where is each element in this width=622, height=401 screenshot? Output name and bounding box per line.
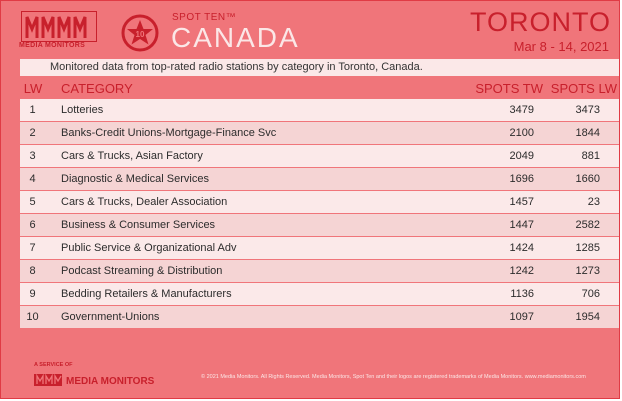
row-spots-tw: 1457	[509, 196, 534, 208]
row-lw: 6	[29, 219, 36, 231]
country-title: CANADA	[171, 22, 300, 53]
row-lw: 9	[29, 288, 36, 300]
header-spots-lw: SPOTS LW	[550, 81, 617, 96]
row-spots-tw: 1696	[509, 173, 534, 185]
row-spots-lw: 1660	[575, 173, 600, 185]
row-spots-lw: 881	[581, 150, 600, 162]
table-row	[20, 191, 620, 213]
row-lw: 3	[29, 150, 36, 162]
row-category: Podcast Streaming & Distribution	[61, 265, 223, 277]
row-lw: 10	[26, 311, 39, 323]
row-spots-tw: 1242	[509, 265, 534, 277]
row-category: Cars & Trucks, Dealer Association	[61, 196, 228, 208]
table-row	[20, 306, 620, 328]
row-spots-lw: 706	[581, 288, 600, 300]
row-spots-lw: 3473	[575, 104, 600, 116]
row-spots-tw: 1097	[509, 311, 534, 323]
star-badge-icon	[121, 14, 159, 52]
table-row	[20, 214, 620, 236]
row-category: Bedding Retailers & Manufacturers	[61, 288, 232, 300]
row-spots-tw: 3479	[509, 104, 534, 116]
row-lw: 1	[29, 104, 36, 116]
row-spots-lw: 1844	[575, 127, 600, 139]
row-spots-tw: 2100	[509, 127, 534, 139]
copyright: © 2021 Media Monitors. All Rights Reserved. Media Monitors, Spot Ten and their logos are registered trademarks of Media Monitors. www.mediamonitors.com	[201, 374, 586, 380]
row-lw: 8	[29, 265, 36, 277]
header-lw: LW	[23, 81, 43, 96]
table-row	[20, 168, 620, 190]
row-lw: 4	[29, 173, 36, 185]
spot-ten-label: SPOT TEN™	[172, 12, 237, 23]
city-title: TORONTO	[469, 7, 611, 37]
row-spots-lw: 1285	[575, 242, 600, 254]
row-lw: 7	[29, 242, 36, 254]
row-lw: 5	[29, 196, 36, 208]
header-spots-tw: SPOTS TW	[475, 81, 543, 96]
row-spots-tw: 1424	[509, 242, 534, 254]
row-category: Government-Unions	[61, 311, 160, 323]
row-category: Public Service & Organizational Adv	[61, 242, 237, 254]
table-row	[20, 99, 620, 121]
table-row	[20, 237, 620, 259]
logo-text: MEDIA MONITORS	[19, 42, 86, 49]
row-category: Diagnostic & Medical Services	[61, 173, 209, 185]
row-category: Lotteries	[61, 104, 104, 116]
row-spots-lw: 1273	[575, 265, 600, 277]
table-row	[20, 122, 620, 144]
table-row	[20, 283, 620, 305]
date-range: Mar 8 - 14, 2021	[513, 39, 609, 54]
row-spots-lw: 23	[587, 196, 600, 208]
row-spots-tw: 2049	[509, 150, 534, 162]
row-category: Business & Consumer Services	[61, 219, 216, 231]
table-row	[20, 260, 620, 282]
row-spots-lw: 1954	[575, 311, 600, 323]
header-category: CATEGORY	[61, 81, 133, 96]
table-row	[20, 145, 620, 167]
row-spots-tw: 1136	[510, 288, 534, 300]
row-category: Banks-Credit Unions-Mortgage-Finance Svc	[61, 127, 277, 139]
footer-logo	[34, 373, 164, 387]
badge-number: 10	[135, 30, 145, 39]
row-spots-lw: 2582	[575, 219, 600, 231]
footer-logo-text: MEDIA MONITORS	[66, 376, 155, 387]
service-of-label: A SERVICE OF	[34, 362, 73, 368]
subtitle: Monitored data from top-rated radio stations by category in Toronto, Canada.	[20, 59, 620, 76]
row-category: Cars & Trucks, Asian Factory	[61, 150, 203, 162]
row-spots-tw: 1447	[509, 219, 534, 231]
row-lw: 2	[29, 127, 36, 139]
